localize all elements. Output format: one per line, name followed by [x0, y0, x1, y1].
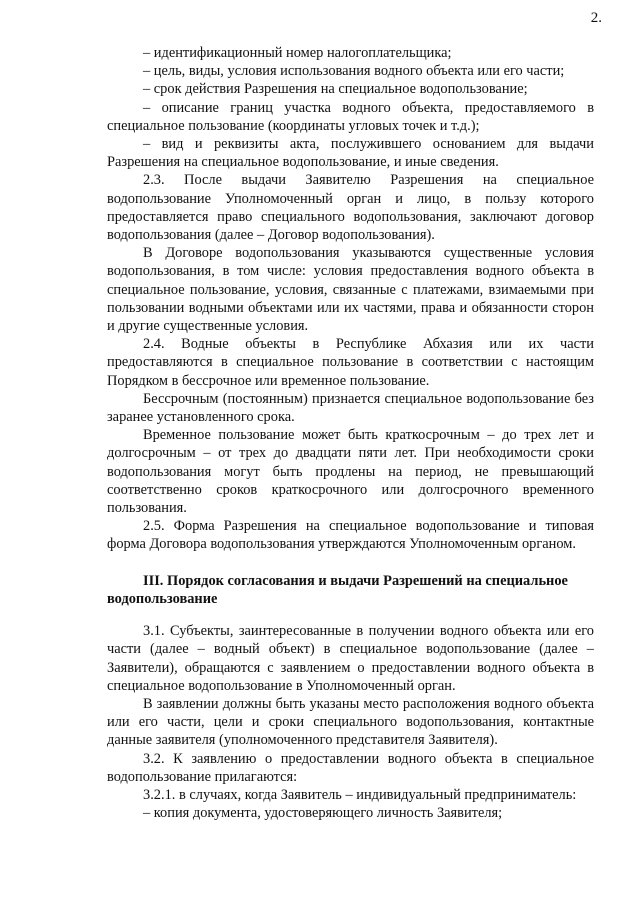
paragraph: Временное пользование может быть краткосрочным – до трех лет и долгосрочным – от трех до двадцати пяти лет. При необходимости сроки водопользования могут быть продлены на период, не превышающий соответственно сроков краткосрочного или долгосрочного временного пользования. — [107, 427, 594, 517]
section-heading: III. Порядок согласования и выдачи Разрешений на специальное водопользование — [107, 572, 568, 607]
paragraph: – цель, виды, условия использования водного объекта или его части; — [143, 63, 565, 80]
page-number: 2. — [590, 10, 602, 26]
paragraph: – срок действия Разрешения на специальное водопользование; — [143, 81, 528, 98]
paragraph: Бессрочным (постоянным) признается специальное водопользование без заранее установленного срока. — [107, 390, 594, 426]
paragraph: – идентификационный номер налогоплательщика; — [143, 45, 452, 61]
paragraph: 2.4. Водные объекты в Республике Абхазия или их части предоставляются в специальное пользование в соответствии с настоящим Порядком в бессрочное или временное пользование. — [107, 336, 594, 389]
paragraph: 3.1. Субъекты, заинтересованные в получении водного объекта или его части (далее – водный объект) в специальное водопользование (далее – Заявители), обращаются с заявлением о предоставлении водного объекта в специальное водопользование в Уполномоченный орган. — [107, 623, 594, 694]
paragraph: 2.5. Форма Разрешения на специальное водопользование и типовая форма Договора водопользования утверждаются Уполномоченным органом. — [107, 518, 594, 553]
paragraph: В Договоре водопользования указываются существенные условия водопользования, в том числе: условия предоставления водного объекта в специальное пользование, условия, связанные с платежами, взимаемыми при пользовании водными объектами или их частями, права и обязанности сторон и другие существенные условия. — [107, 245, 594, 335]
paragraph: 3.2.1. в случаях, когда Заявитель – индивидуальный предприниматель: — [143, 786, 577, 803]
paragraph: 2.3. После выдачи Заявителю Разрешения на специальное водопользование Уполномоченный орган и лицо, в пользу которого предоставляется право специального водопользования, заключают договор водопользования (далее – Договор водопользования). — [107, 172, 594, 244]
paragraph: – вид и реквизиты акта, послужившего основанием для выдачи Разрешения на специальное водопользование, и иные сведения. — [107, 136, 594, 171]
document-body — [107, 44, 594, 822]
paragraph: – копия документа, удостоверяющего личность Заявителя; — [143, 805, 503, 822]
paragraph: В заявлении должны быть указаны место расположения водного объекта или его части, цели и сроки специального водопользования, контактные данные заявителя (уполномоченного представителя Заявителя). — [107, 695, 594, 749]
paragraph: 3.2. К заявлению о предоставлении водного объекта в специальное водопользование прилагаются: — [107, 750, 594, 785]
paragraph: – описание границ участка водного объекта, предоставляемого в специальное пользование (координаты угловых точек и т.д.); — [107, 99, 594, 134]
